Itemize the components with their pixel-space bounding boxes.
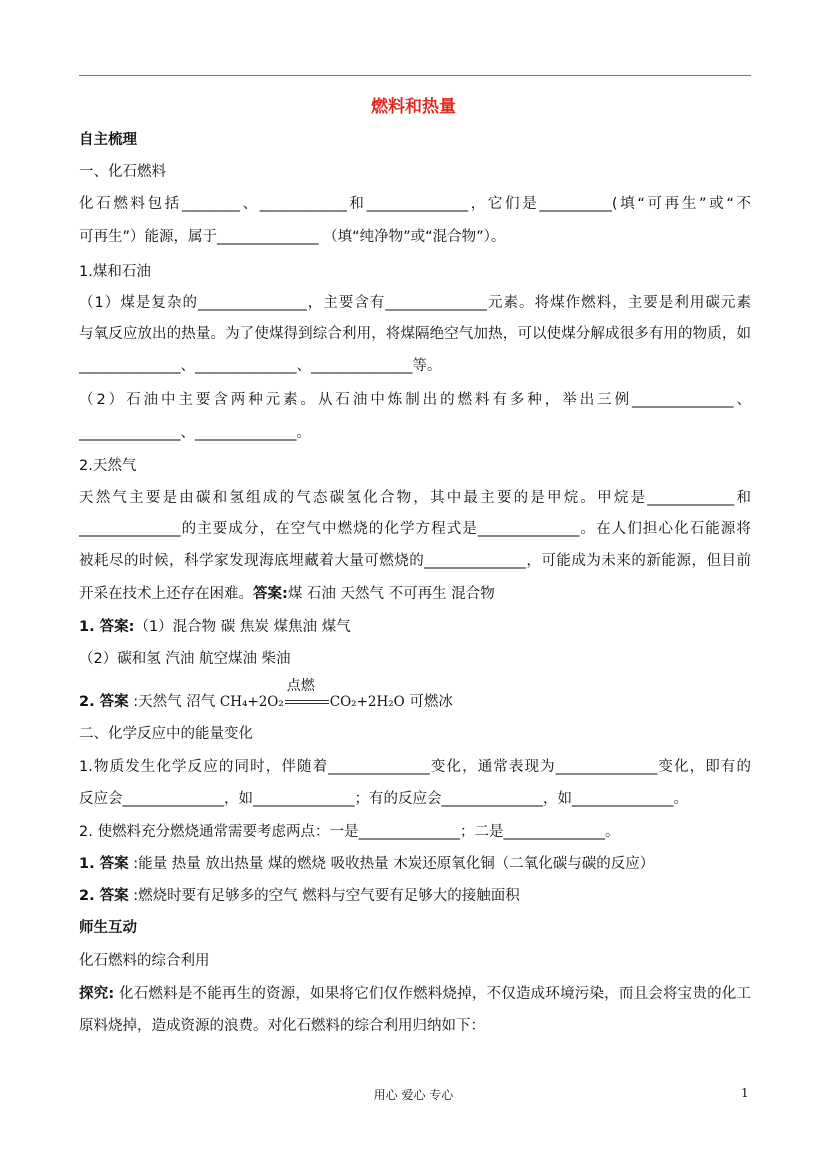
answer-line bbox=[79, 617, 751, 637]
answer-label: 1. 答案 bbox=[79, 856, 129, 872]
equation-products: CO₂+2H₂O bbox=[329, 694, 405, 710]
paragraph-line: ______________的主要成分，在空气中燃烧的化学方程式是______________。在人们担心化石能源将 bbox=[79, 521, 751, 537]
reaction-condition bbox=[285, 678, 329, 708]
answer-label: 答案: bbox=[253, 586, 288, 602]
answer-label: 2. 答案 bbox=[79, 694, 129, 710]
section-heading-interaction: 师生互动 bbox=[79, 920, 137, 936]
paragraph-line: 与氧反应放出的热量。为了使煤得到综合利用，将煤隔绝空气加热，可以使煤分解成很多有用的物质，如 bbox=[79, 326, 751, 342]
natural-gas-heading: 2.天然气 bbox=[79, 458, 137, 474]
answer-content: :能量 热量 放出热量 煤的燃烧 吸收热量 木炭还原氧化铜（二氧化碳与碳的反应） bbox=[128, 856, 655, 872]
coal-oil-heading: 1.煤和石油 bbox=[79, 264, 151, 280]
answer-content: :燃烧时要有足够多的空气 燃料与空气要有足够大的接触面积 bbox=[128, 888, 520, 904]
paragraph-line: ______________、______________、______________等。 bbox=[79, 358, 442, 374]
answer-label: 2. 答案 bbox=[79, 888, 129, 904]
explore-label: 探究: bbox=[79, 986, 115, 1002]
paragraph-line: 2. 使燃料充分燃烧通常需要考虑两点：一是______________；二是______________。 bbox=[79, 824, 620, 840]
paragraph-line: （1）煤是复杂的_______________，主要含有______________元素。将煤作燃料，主要是利用碳元素 bbox=[79, 295, 751, 311]
paragraph-line: 1.物质发生化学反应的同时，伴随着______________变化，通常表现为______________变化，即有的 bbox=[79, 759, 751, 775]
page-title: 燃料和热量 bbox=[371, 97, 456, 117]
equation-reactants: CH₄+2O₂ bbox=[219, 694, 284, 710]
paragraph-line-with-answer bbox=[79, 584, 751, 604]
part1-heading: 一、化石燃料 bbox=[79, 164, 166, 180]
page-number: 1 bbox=[741, 1086, 749, 1100]
sub-heading: 化石燃料的综合利用 bbox=[79, 953, 210, 969]
paragraph-line: 原料烧掉，造成资源的浪费。对化石燃料的综合利用归纳如下： bbox=[79, 1018, 485, 1034]
answer-tail: 可燃冰 bbox=[404, 694, 453, 710]
paragraph-text: 化石燃料是不能再生的资源，如果将它们仅作燃料烧掉，不仅造成环境污染，而且会将宝贵的化工 bbox=[114, 986, 751, 1002]
section-heading-self-study: 自主梳理 bbox=[79, 132, 137, 148]
answer-line: （2）碳和氢 汽油 航空煤油 柴油 bbox=[79, 651, 291, 667]
answer-label: 1. 答案: bbox=[79, 619, 135, 635]
paragraph-line: 反应会______________，如______________；有的反应会______________，如______________。 bbox=[79, 791, 688, 807]
answer-line-equation bbox=[79, 678, 751, 712]
answer-content: 煤 石油 天然气 不可再生 混合物 bbox=[287, 586, 495, 602]
header-rule bbox=[79, 75, 751, 76]
page-footer: 用心 爱心 专心 bbox=[373, 1088, 454, 1102]
equals-sign bbox=[285, 700, 329, 704]
paragraph-line: （2）石油中主要含两种元素。从石油中炼制出的燃料有多种，举出三例______________、 bbox=[79, 392, 751, 408]
condition-text: 点燃 bbox=[286, 678, 315, 694]
answer-content: （1）混合物 碳 焦炭 煤焦油 煤气 bbox=[134, 619, 351, 635]
paragraph-line: 可再生”）能源，属于______________ （填“纯净物”或“混合物”）。 bbox=[79, 229, 506, 245]
paragraph-text: 开采在技术上还存在困难。 bbox=[79, 586, 253, 602]
paragraph-line: 天然气主要是由碳和氢组成的气态碳氢化合物，其中最主要的是甲烷。甲烷是____________和 bbox=[79, 490, 751, 506]
paragraph-line: 被耗尽的时候，科学家发现海底埋藏着大量可燃烧的______________，可能成为未来的新能源，但目前 bbox=[79, 553, 751, 569]
paragraph-line: 化石燃料包括________、____________和______________，它们是__________(填“可再生”或“不 bbox=[79, 196, 751, 212]
part2-heading: 二、化学反应中的能量变化 bbox=[79, 726, 253, 742]
answer-line bbox=[79, 854, 751, 874]
paragraph-line bbox=[79, 984, 751, 1004]
answer-line bbox=[79, 886, 751, 906]
answer-content: :天然气 沼气 bbox=[128, 694, 220, 710]
paragraph-line: ______________、______________。 bbox=[79, 425, 311, 441]
